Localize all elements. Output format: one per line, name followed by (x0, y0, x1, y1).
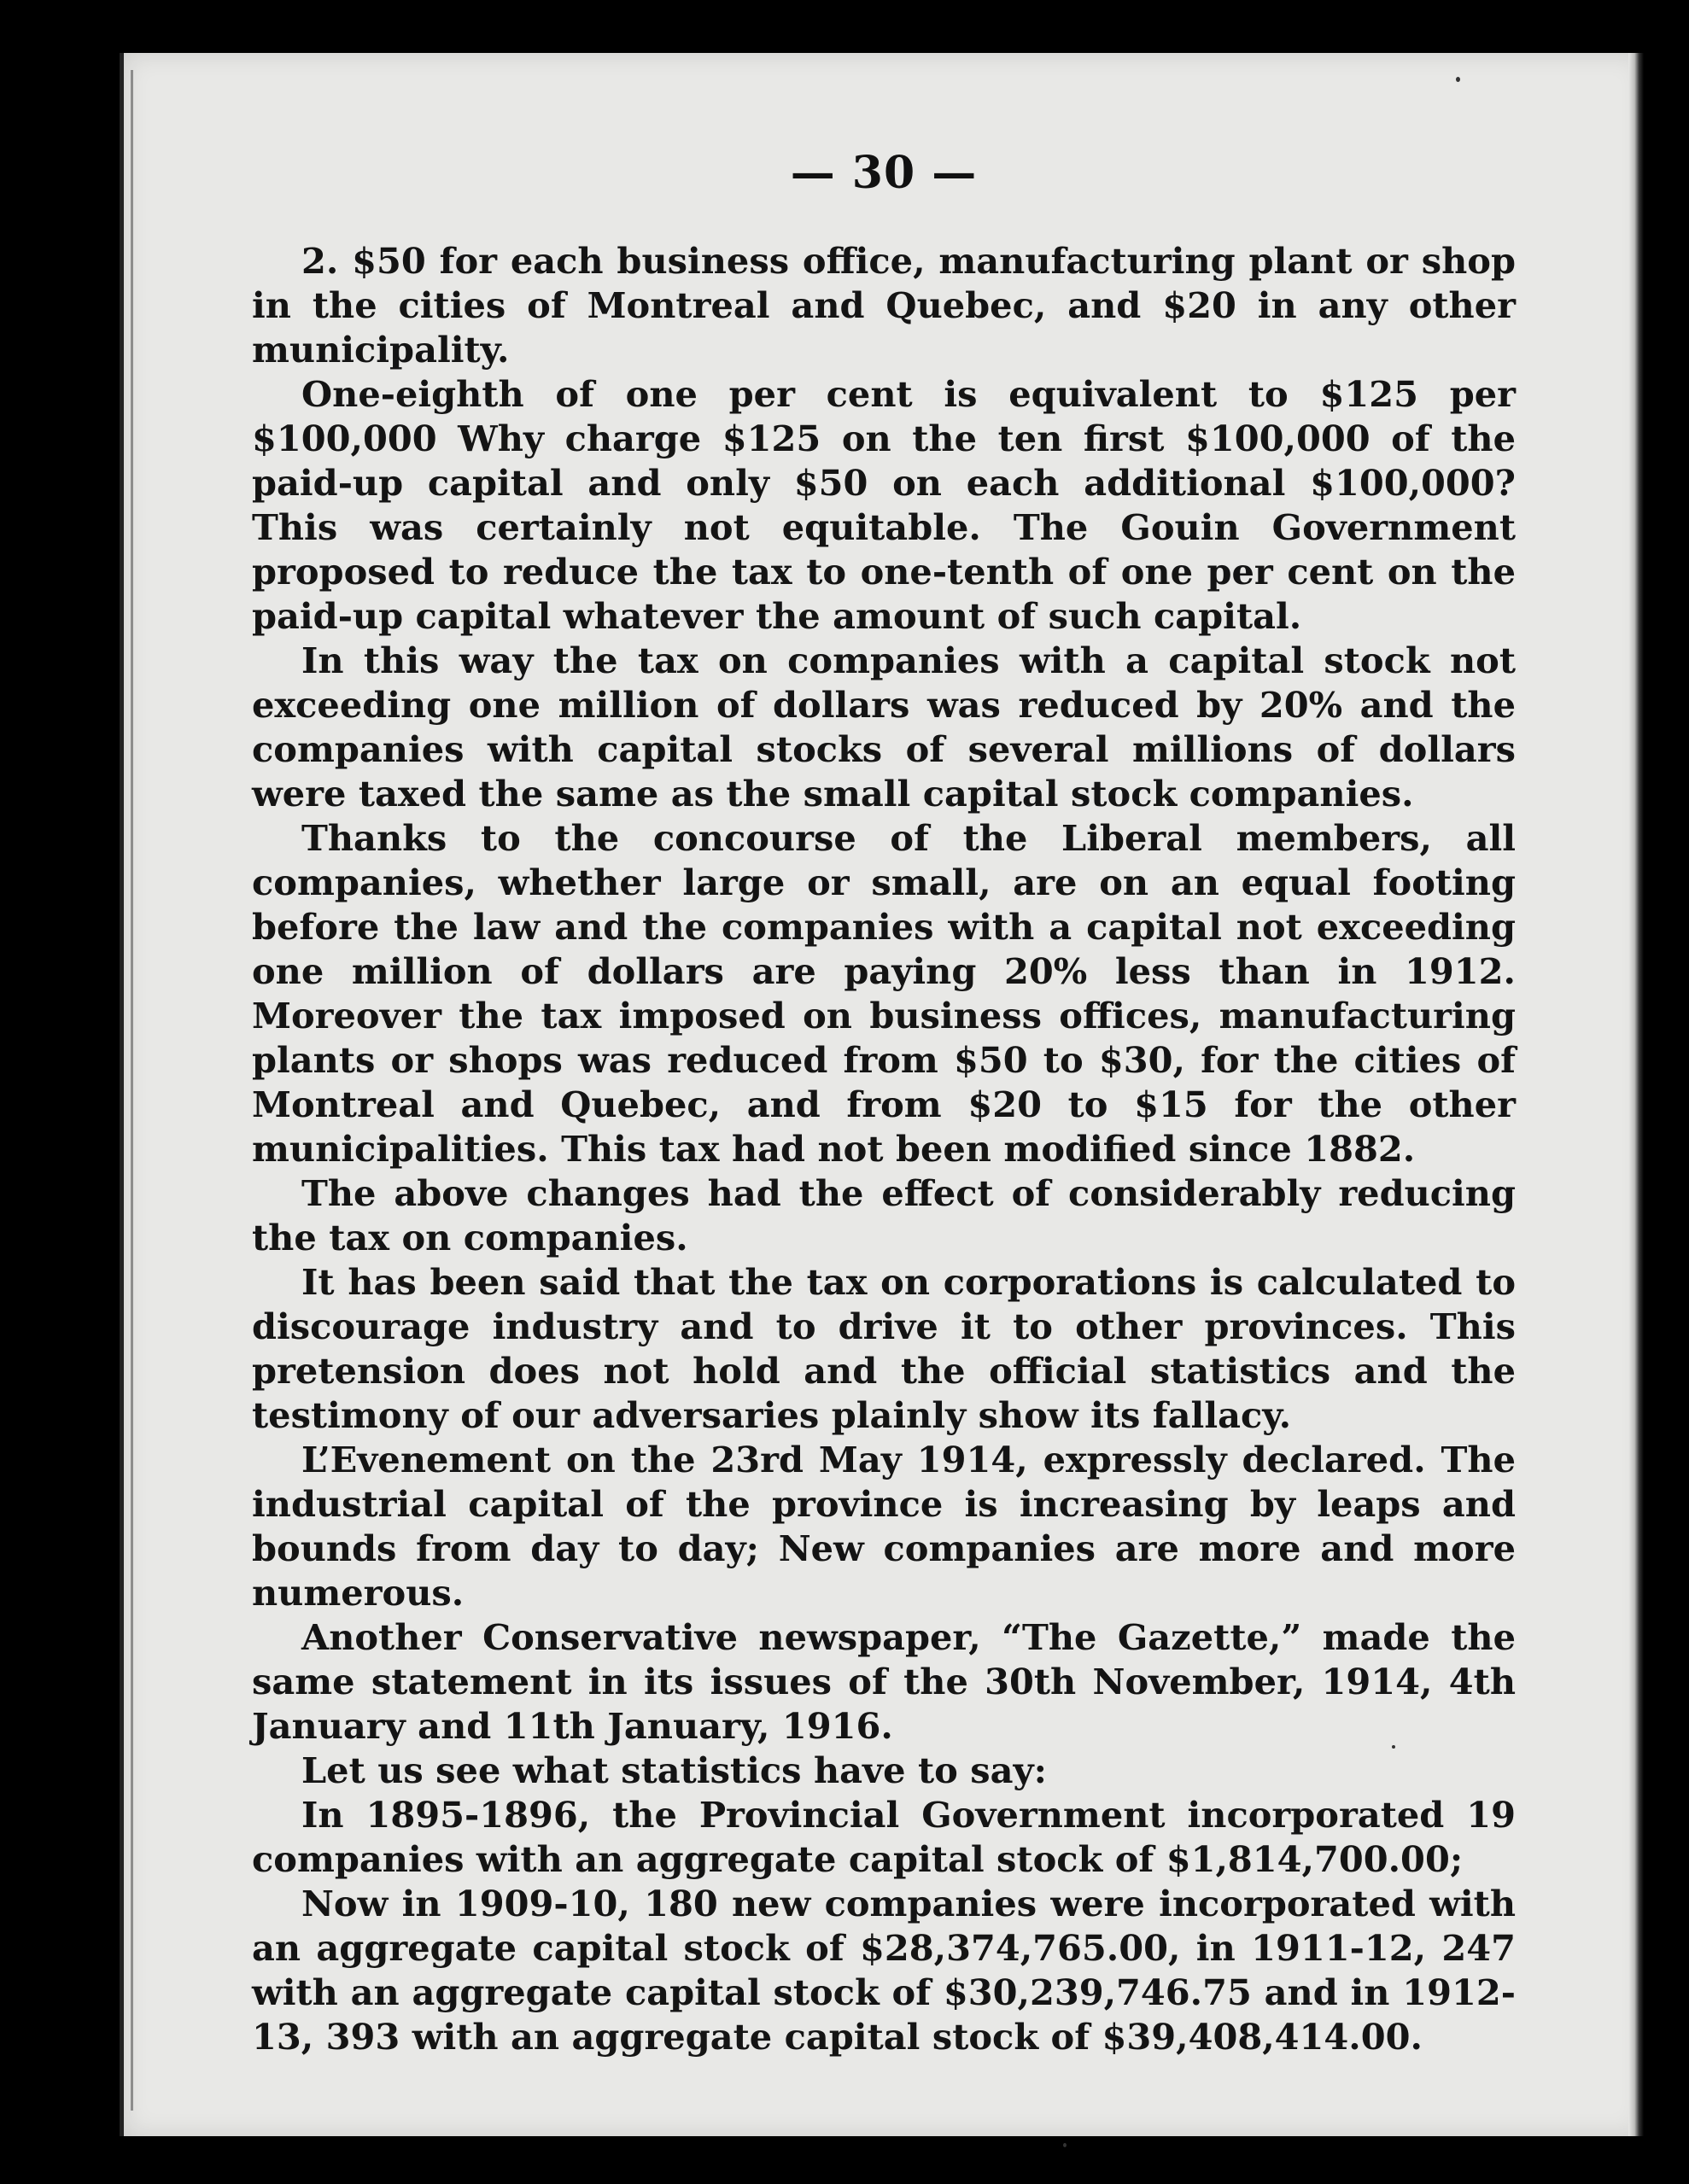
scan-speck (1456, 77, 1460, 82)
page-edge-shadow (1628, 53, 1644, 2136)
paragraph: The above changes had the effect of considerably reducing the tax on companies. (252, 1172, 1516, 1258)
paragraph: In this way the tax on companies with a capital stock not exceeding one million of dollars was reduced by 20% and the companies with capital stocks of several millions of dollars were taxed the same as the small capital stock companies. (252, 639, 1516, 815)
paragraph: Let us see what statistics have to say: (301, 1749, 1047, 1791)
paragraph: Now in 1909-10, 180 new companies were incorporated with an aggregate capital stock of $28,374,765.00, in 1911-12, 247 with an aggregate capital stock of $30,239,746.75 and in 1912-13, 393 with an aggregate capital stock of $39,408,414.00. (252, 1883, 1516, 2058)
paragraph: Another Conservative newspaper, “The Gazette,” made the same statement in its issues of the 30th November, 1914, 4th January and 11th January, 1916. (252, 1616, 1516, 1747)
body-text (252, 239, 1516, 2059)
paragraph: One-eighth of one per cent is equivalent to $125 per $100,000 Why charge $125 on the ten first $100,000 of the paid-up capital and only $50 on each additional $100,000? This was certainly not equitable. The Gouin Government proposed to reduce the tax to one-tenth of one per cent on the paid-up capital whatever the amount of such capital. (252, 373, 1516, 637)
paragraph: It has been said that the tax on corporations is calculated to discourage industry and to drive it to other provinces. This pretension does not hold and the official statistics and the testimony of our adversaries plainly show its fallacy. (252, 1261, 1516, 1436)
paragraph: 2. $50 for each business office, manufacturing plant or shop in the cities of Montreal and Quebec, and $20 in any other municipality. (252, 240, 1516, 371)
paragraph: L’Evenement on the 23rd May 1914, expressly declared. The industrial capital of the province is increasing by leaps and bounds from day to day; New companies are more and more numerous. (252, 1439, 1516, 1614)
scan-speck (1063, 2143, 1067, 2147)
paragraph: Thanks to the concourse of the Liberal members, all companies, whether large or small, are on an equal footing before the law and the companies with a capital not exceeding one million of dollars are paying 20% less than in 1912. Moreover the tax imposed on business offices, manufacturing plants or shops was reduced from $50 to $30, for the cities of Montreal and Quebec, and from $20 to $15 for the other municipalities. This tax had not been modified since 1882. (252, 817, 1516, 1170)
page-sheet (120, 53, 1644, 2136)
binding-edge (131, 70, 133, 2111)
scan-speck (1392, 1745, 1395, 1749)
page-number: — 30 — (790, 147, 978, 199)
paragraph: In 1895-1896, the Provincial Government incorporated 19 companies with an aggregate capital stock of $1,814,700.00; (252, 1794, 1516, 1880)
